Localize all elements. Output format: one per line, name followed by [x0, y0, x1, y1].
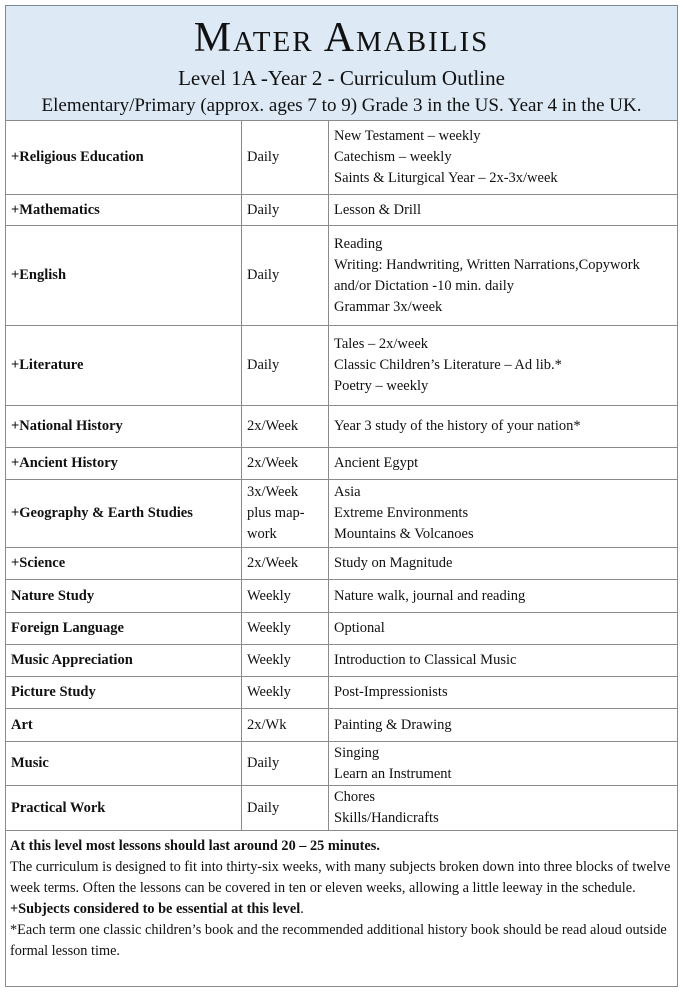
subject-cell: +Religious Education — [6, 121, 242, 195]
subject-cell: Picture Study — [6, 677, 242, 709]
detail-line: Classic Children’s Literature – Ad lib.* — [334, 357, 562, 373]
detail-line: Chores — [334, 789, 376, 805]
table-row — [6, 195, 678, 226]
details-cell — [329, 786, 678, 831]
frequency-cell — [242, 480, 329, 548]
subject-cell: +Literature — [6, 326, 242, 406]
details-cell — [329, 548, 678, 580]
frequency-cell — [242, 326, 329, 406]
table-row — [6, 677, 678, 709]
detail-line: Post-Impressionists — [334, 684, 448, 700]
table-row — [6, 548, 678, 580]
frequency-line: Daily — [247, 755, 280, 771]
table-row — [6, 480, 678, 548]
header-banner — [5, 5, 678, 121]
frequency-line: Weekly — [247, 587, 291, 604]
table-row — [6, 448, 678, 480]
frequency-line: 2x/Week — [247, 418, 299, 434]
detail-line: Poetry – weekly — [334, 378, 429, 394]
frequency-cell — [242, 709, 329, 742]
frequency-line: Daily — [247, 357, 280, 373]
table-row — [6, 709, 678, 742]
details-cell — [329, 645, 678, 677]
table-row — [6, 121, 678, 195]
details-cell — [329, 406, 678, 448]
detail-line: Optional — [334, 620, 385, 636]
details-cell — [329, 226, 678, 326]
details-cell — [329, 580, 678, 613]
detail-line: Painting & Drawing — [334, 716, 452, 733]
detail-line: Skills/Handicrafts — [334, 810, 439, 826]
details-cell — [329, 677, 678, 709]
subject-cell: +English — [6, 226, 242, 326]
frequency-line: Weekly — [247, 684, 291, 700]
detail-line: Learn an Instrument — [334, 765, 452, 782]
frequency-cell — [242, 645, 329, 677]
page-title: Mater Amabilis — [193, 15, 490, 61]
subject-cell: +National History — [6, 406, 242, 448]
table-row — [6, 326, 678, 406]
details-cell — [329, 326, 678, 406]
detail-line: New Testament – weekly — [334, 128, 481, 144]
age-grade-note: Elementary/Primary (approx. ages 7 to 9) Grade 3 in the US. Year 4 in the UK. — [41, 95, 642, 116]
frequency-line: work — [247, 526, 277, 542]
detail-line: Grammar 3x/week — [334, 298, 443, 315]
frequency-cell — [242, 742, 329, 786]
subject-cell: Art — [6, 709, 242, 742]
subject-cell: Foreign Language — [6, 613, 242, 645]
essential-note-bold: +Subjects considered to be essential at this level — [10, 901, 301, 917]
subject-cell: Music — [6, 742, 242, 786]
table-row — [6, 406, 678, 448]
footer-notes — [5, 830, 678, 987]
frequency-line: Weekly — [247, 652, 291, 668]
frequency-line: 3x/Week — [247, 484, 299, 500]
table-row — [6, 226, 678, 326]
frequency-cell — [242, 580, 329, 613]
frequency-line: 2x/Wk — [247, 716, 287, 733]
subject-cell: Music Appreciation — [6, 645, 242, 677]
frequency-cell — [242, 786, 329, 831]
detail-line: Saints & Liturgical Year – 2x-3x/week — [334, 170, 558, 186]
details-cell — [329, 121, 678, 195]
detail-line: Writing: Handwriting, Written Narrations,Copywork — [334, 256, 640, 273]
frequency-cell — [242, 548, 329, 580]
frequency-line: plus map- — [247, 505, 305, 521]
frequency-line: 2x/Week — [247, 455, 299, 471]
curriculum-table — [5, 120, 678, 831]
detail-line: Lesson & Drill — [334, 201, 421, 218]
subject-cell: +Mathematics — [6, 195, 242, 226]
table-row — [6, 786, 678, 831]
details-cell — [329, 613, 678, 645]
frequency-cell — [242, 226, 329, 326]
details-cell — [329, 709, 678, 742]
details-cell — [329, 195, 678, 226]
subject-cell: +Science — [6, 548, 242, 580]
detail-line: Year 3 study of the history of your nation* — [334, 418, 581, 434]
table-row — [6, 645, 678, 677]
frequency-cell — [242, 195, 329, 226]
detail-line: and/or Dictation -10 min. daily — [334, 277, 515, 294]
subject-cell: Practical Work — [6, 786, 242, 831]
table-row — [6, 742, 678, 786]
frequency-line: Weekly — [247, 620, 291, 636]
schedule-note: The curriculum is designed to fit into thirty-six weeks, with many subjects broken down into three blocks of twelve week terms. Often the lessons can be covered in ten or eleven weeks, allowing a little leeway in the schedule. — [10, 859, 671, 896]
frequency-cell — [242, 448, 329, 480]
detail-line: Singing — [334, 744, 380, 761]
frequency-line: Daily — [247, 267, 280, 283]
table-row — [6, 580, 678, 613]
frequency-line: 2x/Week — [247, 555, 299, 571]
detail-line: Catechism – weekly — [334, 149, 452, 165]
frequency-line: Daily — [247, 149, 280, 165]
detail-line: Introduction to Classical Music — [334, 652, 517, 668]
detail-line: Nature walk, journal and reading — [334, 587, 526, 604]
detail-line: Reading — [334, 235, 383, 252]
page-subtitle: Level 1A -Year 2 - Curriculum Outline — [178, 66, 505, 90]
detail-line: Study on Magnitude — [334, 555, 453, 571]
subject-cell: Nature Study — [6, 580, 242, 613]
book-note: *Each term one classic children’s book and the recommended additional history book should be read aloud outside formal lesson time. — [10, 922, 667, 959]
detail-line: Mountains & Volcanoes — [334, 526, 474, 542]
frequency-cell — [242, 677, 329, 709]
frequency-line: Daily — [247, 201, 280, 218]
detail-line: Extreme Environments — [334, 505, 469, 521]
table-row — [6, 613, 678, 645]
detail-line: Tales – 2x/week — [334, 336, 429, 352]
detail-line: Asia — [334, 484, 361, 500]
details-cell — [329, 742, 678, 786]
subject-cell: +Ancient History — [6, 448, 242, 480]
frequency-cell — [242, 613, 329, 645]
frequency-cell — [242, 121, 329, 195]
essential-note-end: . — [300, 901, 304, 917]
frequency-line: Daily — [247, 799, 280, 816]
essential-note — [10, 899, 671, 920]
subject-cell: +Geography & Earth Studies — [6, 480, 242, 548]
detail-line: Ancient Egypt — [334, 455, 419, 471]
details-cell — [329, 448, 678, 480]
details-cell — [329, 480, 678, 548]
lesson-length-note: At this level most lessons should last around 20 – 25 minutes. — [10, 838, 380, 854]
frequency-cell — [242, 406, 329, 448]
